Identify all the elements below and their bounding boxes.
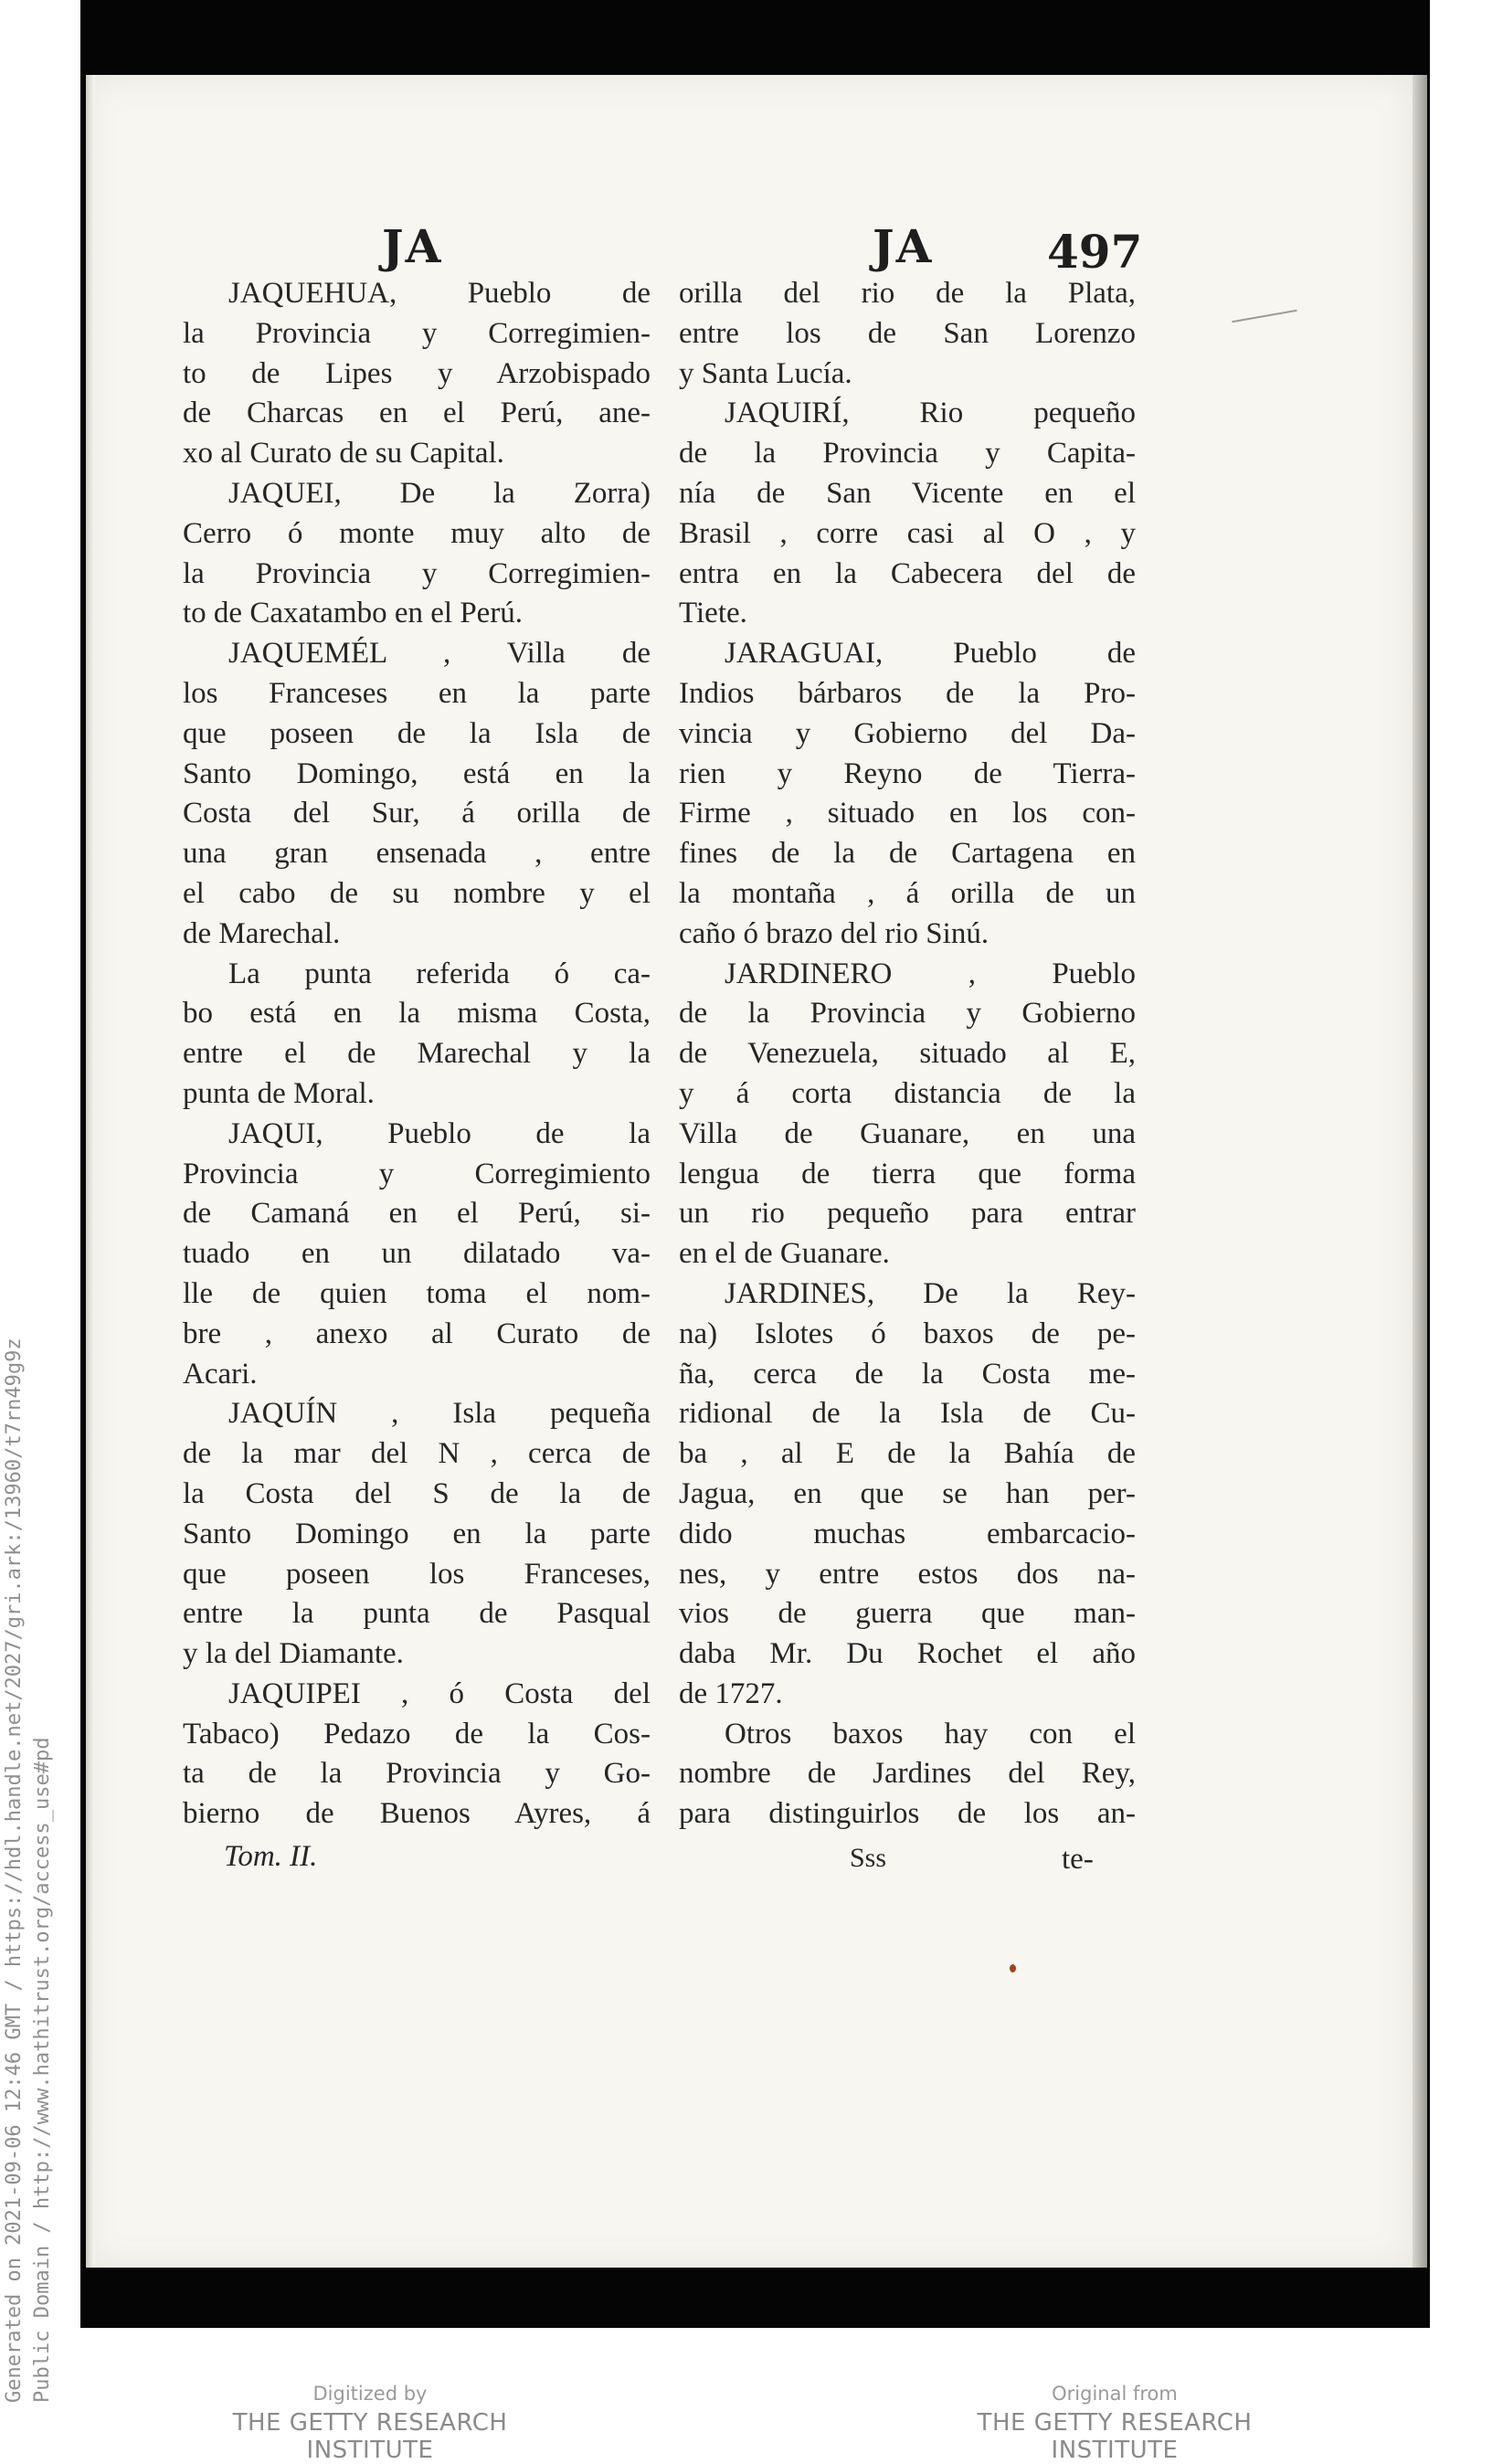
text-line: Cerro ó monte muy alto de bbox=[183, 516, 651, 550]
text-line: Santo Domingo en la parte bbox=[183, 1517, 651, 1550]
left-text-column bbox=[183, 274, 651, 1835]
text-line: tuado en un dilatado va- bbox=[183, 1237, 651, 1271]
text-line: orilla del rio de la Plata, bbox=[679, 277, 1136, 310]
text-line: de la Provincia y Capita- bbox=[679, 437, 1136, 471]
text-line: xo al Curato de su Capital. bbox=[183, 437, 504, 471]
text-line: una gran ensenada , entre bbox=[183, 837, 651, 871]
text-line: JAQUI, Pueblo de la bbox=[228, 1116, 651, 1150]
text-line: ta de la Provincia y Go- bbox=[183, 1757, 651, 1791]
text-line: JAQUEMÉL , Villa de bbox=[228, 637, 651, 671]
text-line: de Camaná en el Perú, si- bbox=[183, 1197, 651, 1231]
text-line: nombre de Jardines del Rey, bbox=[679, 1757, 1136, 1791]
text-line: la Provincia y Corregimien- bbox=[183, 316, 651, 350]
watermark-line-2: Public Domain / http://www.hathitrust.org/access_use#pd bbox=[31, 1737, 54, 2403]
text-line: Otros baxos hay con el bbox=[725, 1717, 1136, 1750]
text-line: rien y Reyno de Tierra- bbox=[679, 756, 1136, 790]
text-line: ridional de la Isla de Cu- bbox=[679, 1397, 1136, 1431]
text-line: bre , anexo al Curato de bbox=[183, 1317, 651, 1350]
text-line: en el de Guanare. bbox=[679, 1237, 890, 1271]
text-line: Provincia y Corregimiento bbox=[183, 1157, 651, 1190]
text-line: ña, cerca de la Costa me- bbox=[679, 1357, 1136, 1391]
catchword: te- bbox=[1062, 1843, 1094, 1876]
text-line: JAQUIPEI , ó Costa del bbox=[228, 1676, 651, 1710]
page-number: 497 bbox=[1047, 225, 1143, 279]
text-line: Tiete. bbox=[679, 597, 747, 630]
text-line: y Santa Lucía. bbox=[679, 356, 852, 390]
text-line: nes, y entre estos dos na- bbox=[679, 1557, 1136, 1591]
text-line: entre la punta de Pasqual bbox=[183, 1597, 651, 1631]
text-line: Villa de Guanare, en una bbox=[679, 1116, 1136, 1150]
text-line: JAQUEI, De la Zorra) bbox=[228, 476, 651, 510]
original-from-label: Original from bbox=[1052, 2383, 1178, 2405]
text-line: to de Caxatambo en el Perú. bbox=[183, 597, 524, 630]
text-line: Brasil , corre casi al O , y bbox=[679, 516, 1136, 550]
text-line: de la Provincia y Gobierno bbox=[679, 997, 1136, 1031]
hathitrust-watermark bbox=[0, 1105, 73, 2403]
text-line: ba , al E de la Bahía de bbox=[679, 1437, 1136, 1471]
text-line: que poseen los Franceses, bbox=[183, 1557, 651, 1591]
text-line: La punta referida ó ca- bbox=[228, 957, 651, 990]
text-line: de 1727. bbox=[679, 1676, 783, 1710]
text-line: to de Lipes y Arzobispado bbox=[183, 356, 651, 390]
text-line: la Provincia y Corregimien- bbox=[183, 556, 651, 590]
volume-catchword: Tom. II. bbox=[224, 1840, 318, 1873]
text-line: JARDINERO , Pueblo bbox=[725, 957, 1136, 990]
text-line: punta de Moral. bbox=[183, 1076, 375, 1110]
text-line: Costa del Sur, á orilla de bbox=[183, 797, 651, 830]
digitized-by-label: Digitized by bbox=[312, 2383, 428, 2405]
text-line: de la mar del N , cerca de bbox=[183, 1437, 651, 1471]
text-line: Tabaco) Pedazo de la Cos- bbox=[183, 1717, 651, 1750]
watermark-line-1: Generated on 2021-09-06 12:46 GMT / https://hdl.handle.net/2027/gri.ark:/13960/t7rn49g9z bbox=[3, 1338, 26, 2403]
text-line: Santo Domingo, está en la bbox=[183, 756, 651, 790]
text-line: Jagua, en que se han per- bbox=[679, 1476, 1136, 1510]
text-line: bierno de Buenos Ayres, á bbox=[183, 1797, 651, 1831]
text-line: la montaña , á orilla de un bbox=[679, 876, 1136, 910]
text-line: Acari. bbox=[183, 1357, 258, 1391]
text-line: de Venezuela, situado al E, bbox=[679, 1037, 1136, 1071]
text-line: fines de la de Cartagena en bbox=[679, 837, 1136, 871]
text-line: JAQUÍN , Isla pequeña bbox=[228, 1397, 651, 1431]
text-line: caño ó brazo del rio Sinú. bbox=[679, 916, 989, 950]
text-line: na) Islotes ó baxos de pe- bbox=[679, 1317, 1136, 1350]
text-line: nía de San Vicente en el bbox=[679, 476, 1136, 510]
right-text-column bbox=[679, 274, 1136, 1835]
text-line: para distinguirlos de los an- bbox=[679, 1797, 1136, 1831]
text-line: JAQUEHUA, Pueblo de bbox=[228, 277, 651, 310]
page-edge bbox=[1413, 75, 1427, 2268]
text-line: lle de quien toma el nom- bbox=[183, 1276, 651, 1310]
text-line: que poseen de la Isla de bbox=[183, 716, 651, 750]
text-line: dido muchas embarcacio- bbox=[679, 1517, 1136, 1550]
original-from-institution: THE GETTY RESEARCH INSTITUTE bbox=[977, 2409, 1253, 2464]
text-line: vios de guerra que man- bbox=[679, 1597, 1136, 1631]
text-line: la Costa del S de la de bbox=[183, 1476, 651, 1510]
text-line: los Franceses en la parte bbox=[183, 676, 651, 710]
text-line: entre el de Marechal y la bbox=[183, 1037, 651, 1071]
text-line: entra en la Cabecera del de bbox=[679, 556, 1136, 590]
text-line: lengua de tierra que forma bbox=[679, 1157, 1136, 1190]
text-line: JARDINES, De la Rey- bbox=[725, 1276, 1136, 1310]
ink-speck bbox=[1010, 1964, 1016, 1972]
running-header-right: JA bbox=[873, 219, 934, 273]
text-line: entre los de San Lorenzo bbox=[679, 316, 1136, 350]
text-line: bo está en la misma Costa, bbox=[183, 997, 651, 1031]
page-gutter-shadow bbox=[86, 75, 95, 2268]
digitized-by-institution: THE GETTY RESEARCH INSTITUTE bbox=[232, 2409, 508, 2464]
text-line: vincia y Gobierno del Da- bbox=[679, 716, 1136, 750]
text-line: JAQUIRÍ, Rio pequeño bbox=[725, 397, 1136, 430]
text-line: Firme , situado en los con- bbox=[679, 797, 1136, 830]
text-line: Indios bárbaros de la Pro- bbox=[679, 676, 1136, 710]
text-line: daba Mr. Du Rochet el año bbox=[679, 1637, 1136, 1671]
signature-mark: Sss bbox=[850, 1843, 887, 1873]
text-line: el cabo de su nombre y el bbox=[183, 876, 651, 910]
text-line: y la del Diamante. bbox=[183, 1637, 404, 1671]
text-line: un rio pequeño para entrar bbox=[679, 1197, 1136, 1231]
text-line: de Marechal. bbox=[183, 916, 341, 950]
text-line: JARAGUAI, Pueblo de bbox=[725, 637, 1136, 671]
text-line: de Charcas en el Perú, ane- bbox=[183, 397, 651, 430]
text-line: y á corta distancia de la bbox=[679, 1076, 1136, 1110]
running-header-left: JA bbox=[382, 219, 443, 273]
